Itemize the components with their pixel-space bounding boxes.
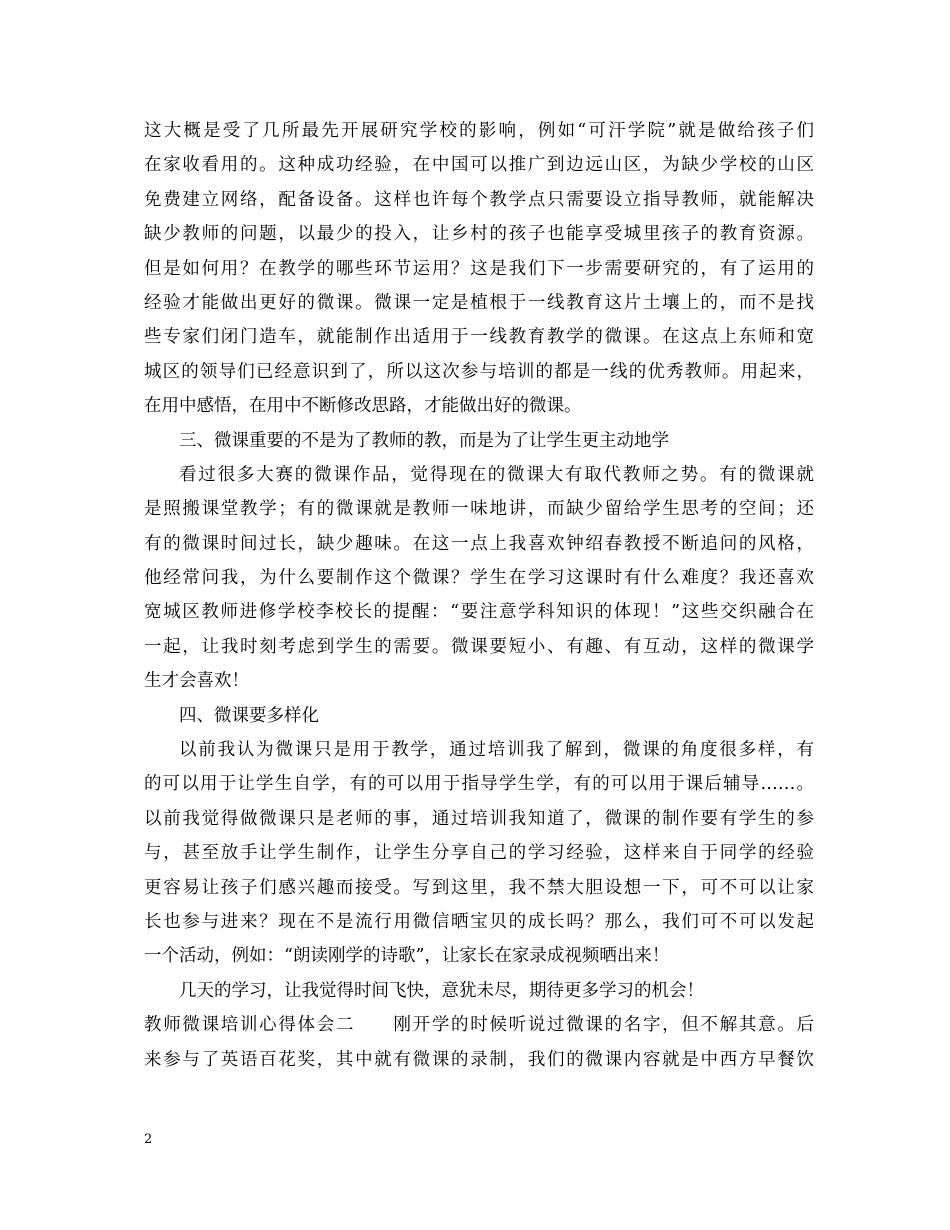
text-line: 更容易让孩子们感兴趣而接受。写到这里，我不禁大胆设想一下，可不可以让家: [144, 877, 814, 898]
text-line: 但是如何用？在教学的哪些环节运用？这是我们下一步需要研究的，有了运用的: [144, 258, 814, 279]
section-heading: 三、微课重要的不是为了教师的教，而是为了让学生更主动地学: [179, 430, 669, 451]
text-line: 的可以用于让学生自学，有的可以用于指导学生学，有的可以用于课后辅导……。: [144, 774, 814, 795]
text-line: 几天的学习，让我觉得时间飞快，意犹未尽，期待更多学习的机会！: [179, 980, 704, 1001]
text-line: 些专家们闭门造车，就能制作出适用于一线教育教学的微课。在这点上东师和宽: [144, 327, 814, 348]
text-line: 生才会喜欢！: [144, 671, 249, 692]
text-line: 以前我认为微课只是用于教学，通过培训我了解到，微课的角度很多样，有: [179, 740, 814, 761]
text-line: 有的微课时间过长，缺少趣味。在这一点上我喜欢钟绍春教授不断追问的风格，: [144, 533, 814, 554]
page-number: 2: [144, 1132, 153, 1147]
text-line: 经验才能做出更好的微课。微课一定是植根于一线教育这片土壤上的，而不是找: [144, 292, 814, 313]
text-line: 这大概是受了几所最先开展研究学校的影响，例如“可汗学院”就是做给孩子们: [144, 121, 814, 141]
text-line: 在用中感悟，在用中不断修改思路，才能做出好的微课。: [144, 396, 582, 417]
text-line: 免费建立网络，配备设备。这样也许每个教学点只需要设立指导教师，就能解决: [144, 189, 814, 210]
text-line: 缺少教师的问题，以最少的投入，让乡村的孩子也能享受城里孩子的教育资源。: [144, 224, 814, 245]
text-line: 以前我觉得做微课只是老师的事，通过培训我知道了，微课的制作要有学生的参: [144, 808, 814, 829]
document-body: [144, 114, 814, 1077]
text-line: 长也参与进来？现在不是流行用微信晒宝贝的成长吗？那么，我们可不可以发起: [144, 911, 814, 932]
text-line: 城区的领导们已经意识到了，所以这次参与培训的都是一线的优秀教师。用起来，: [144, 361, 814, 382]
text-line: 宽城区教师进修学校李校长的提醒：“要注意学科知识的体现！”这些交织融合在: [144, 602, 814, 623]
text-line: 在家收看用的。这种成功经验，在中国可以推广到边远山区，为缺少学校的山区: [144, 155, 814, 176]
text-line: 是照搬课堂教学；有的微课就是教师一味地讲，而缺少留给学生思考的空间；还: [144, 499, 814, 520]
text-line: 教师微课培训心得体会二 刚开学的时候听说过微课的名字，但不解其意。后: [144, 1015, 814, 1036]
text-line: 与，甚至放手让学生制作，让学生分享自己的学习经验，这样来自于同学的经验: [144, 843, 814, 864]
text-line: 他经常问我，为什么要制作这个微课？学生在学习这课时有什么难度？我还喜欢: [144, 568, 814, 589]
section-heading: 四、微课要多样化: [179, 705, 319, 726]
text-line: 看过很多大赛的微课作品，觉得现在的微课大有取代教师之势。有的微课就: [179, 464, 814, 485]
text-line: 来参与了英语百花奖，其中就有微课的录制，我们的微课内容就是中西方早餐饮: [144, 1049, 814, 1070]
text-line: 一起，让我时刻考虑到学生的需要。微课要短小、有趣、有互动，这样的微课学: [144, 636, 814, 657]
text-line: 一个活动，例如：“朗读刚学的诗歌”，让家长在家录成视频晒出来！: [144, 946, 670, 967]
